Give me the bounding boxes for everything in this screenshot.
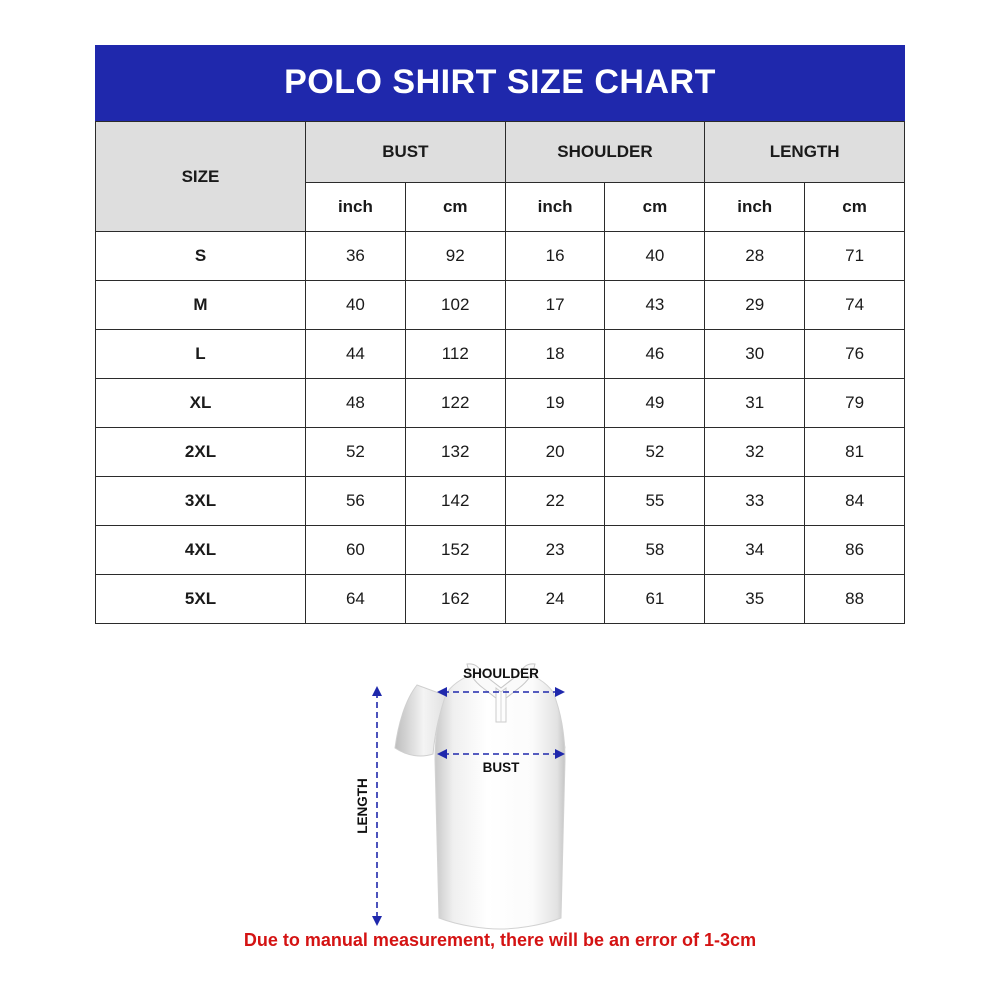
measure-cell: 55 (605, 477, 705, 526)
measure-cell: 112 (405, 330, 505, 379)
table-row (96, 526, 905, 575)
measure-cell: 74 (805, 281, 905, 330)
measure-cell: 84 (805, 477, 905, 526)
measure-cell: 19 (505, 379, 605, 428)
measure-cell: 48 (306, 379, 406, 428)
table-row (96, 379, 905, 428)
measure-cell: 34 (705, 526, 805, 575)
measure-cell: 46 (605, 330, 705, 379)
measure-cell: 122 (405, 379, 505, 428)
measure-cell: 88 (805, 575, 905, 624)
measure-cell: 71 (805, 232, 905, 281)
measure-cell: 36 (306, 232, 406, 281)
polo-shirt-illustration (355, 630, 645, 930)
header-size: SIZE (96, 122, 306, 232)
header-shoulder: SHOULDER (505, 122, 705, 183)
table-row (96, 428, 905, 477)
measure-cell: 31 (705, 379, 805, 428)
table-row (96, 281, 905, 330)
header-length: LENGTH (705, 122, 905, 183)
measure-cell: 142 (405, 477, 505, 526)
measure-cell: 52 (605, 428, 705, 477)
unit-bust-inch: inch (306, 183, 406, 232)
measure-cell: 33 (705, 477, 805, 526)
measure-cell: 16 (505, 232, 605, 281)
measure-cell: 40 (605, 232, 705, 281)
measure-cell: 60 (306, 526, 406, 575)
measure-cell: 102 (405, 281, 505, 330)
table-row (96, 575, 905, 624)
measure-cell: 64 (306, 575, 406, 624)
measure-cell: 29 (705, 281, 805, 330)
bust-label: BUST (482, 760, 520, 775)
measure-cell: 28 (705, 232, 805, 281)
measure-cell: 76 (805, 330, 905, 379)
size-cell: 2XL (96, 428, 306, 477)
unit-shoulder-inch: inch (505, 183, 605, 232)
unit-bust-cm: cm (405, 183, 505, 232)
measurement-note: Due to manual measurement, there will be an error of 1-3cm (243, 930, 757, 950)
size-cell: XL (96, 379, 306, 428)
measure-cell: 32 (705, 428, 805, 477)
measure-cell: 86 (805, 526, 905, 575)
unit-length-inch: inch (705, 183, 805, 232)
size-cell: M (96, 281, 306, 330)
table-group-header-row (96, 122, 905, 183)
measure-cell: 24 (505, 575, 605, 624)
measure-cell: 162 (405, 575, 505, 624)
unit-shoulder-cm: cm (605, 183, 705, 232)
measure-cell: 152 (405, 526, 505, 575)
measure-cell: 92 (405, 232, 505, 281)
chart-title: POLO SHIRT SIZE CHART (95, 45, 905, 121)
measure-cell: 52 (306, 428, 406, 477)
measure-cell: 40 (306, 281, 406, 330)
table-row (96, 330, 905, 379)
measure-cell: 30 (705, 330, 805, 379)
header-bust: BUST (306, 122, 506, 183)
table-row (96, 232, 905, 281)
measure-cell: 17 (505, 281, 605, 330)
size-cell: 5XL (96, 575, 306, 624)
measure-cell: 44 (306, 330, 406, 379)
size-cell: L (96, 330, 306, 379)
measure-cell: 132 (405, 428, 505, 477)
table-row (96, 477, 905, 526)
measure-cell: 81 (805, 428, 905, 477)
size-cell: 3XL (96, 477, 306, 526)
table-body (96, 232, 905, 624)
measure-cell: 58 (605, 526, 705, 575)
measure-cell: 23 (505, 526, 605, 575)
size-chart-table (95, 121, 905, 624)
measure-cell: 35 (705, 575, 805, 624)
unit-length-cm: cm (805, 183, 905, 232)
length-label: LENGTH (355, 778, 370, 834)
measure-cell: 61 (605, 575, 705, 624)
measure-cell: 22 (505, 477, 605, 526)
measure-cell: 49 (605, 379, 705, 428)
measure-cell: 20 (505, 428, 605, 477)
size-cell: S (96, 232, 306, 281)
measure-cell: 18 (505, 330, 605, 379)
shoulder-label: SHOULDER (463, 666, 539, 681)
measure-cell: 43 (605, 281, 705, 330)
measure-cell: 56 (306, 477, 406, 526)
size-chart (95, 45, 905, 624)
size-cell: 4XL (96, 526, 306, 575)
measure-cell: 79 (805, 379, 905, 428)
